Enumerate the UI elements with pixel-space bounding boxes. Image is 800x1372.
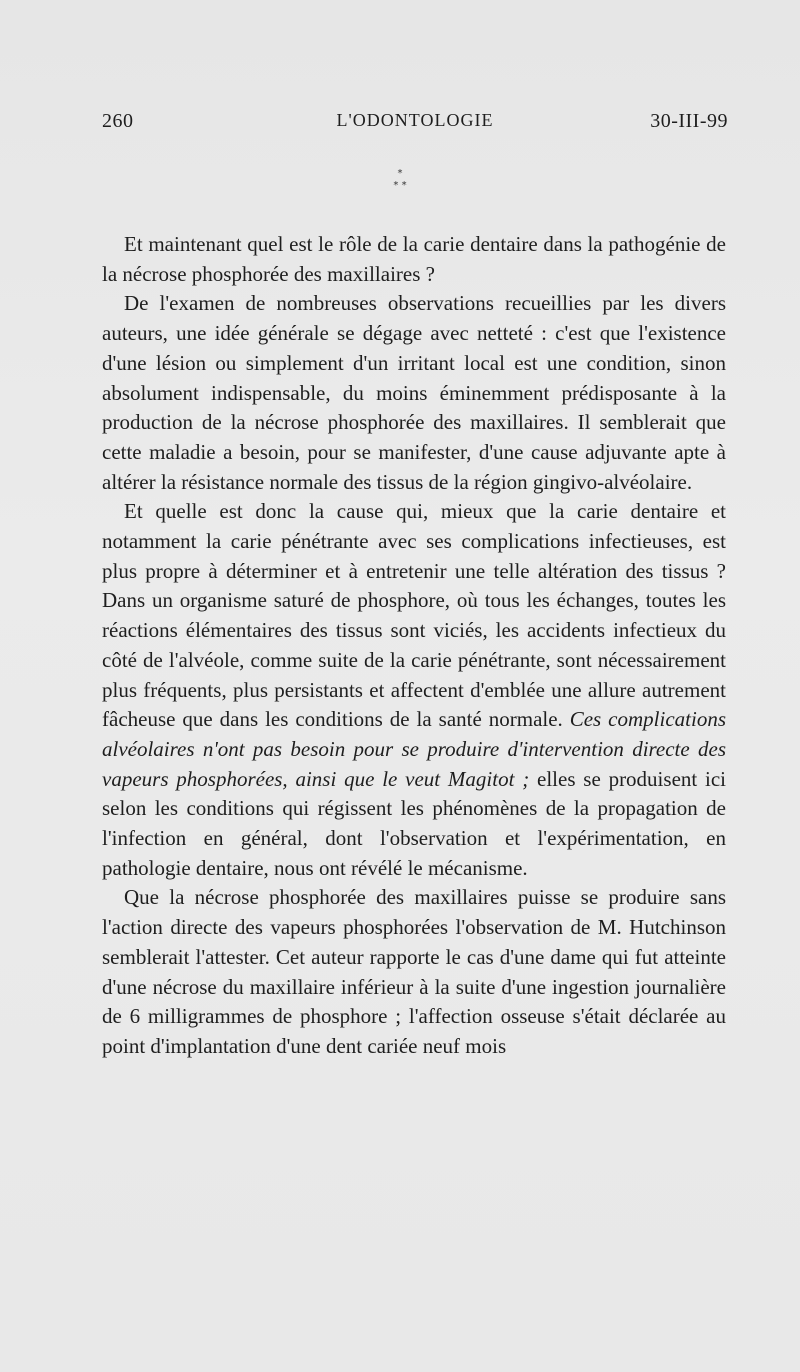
paragraph-3-text-before: Et quelle est donc la cause qui, mieux que la carie dentaire et notamment la carie pénétrante avec ses complications infectieuses, est plus propre à déterminer et à entretenir une telle altération des tissus ? Dans un organisme saturé de phosphore, où tous les échanges, toutes les réactions élémentaires des tissus sont viciés, les accidents infectieux du côté de l'alvéole, comme suite de la carie pénétrante, sont nécessairement plus fréquents, plus persistants et affectent d'emblée une allure autrement fâcheuse que dans les conditions de la santé normale.: [102, 499, 726, 732]
body-text: [102, 230, 726, 1062]
paragraph-3-text-after: elles se produisent ici selon les conditions qui régissent les phénomènes de la propagation de l'infection en général, dont l'observation et l'expérimentation, en pathologie dentaire, nous ont révélé le mécanisme.: [102, 766, 726, 880]
asterism-bottom: * *: [393, 180, 407, 191]
paragraph-3: [102, 497, 726, 883]
page-number: 260: [102, 110, 134, 132]
paragraph-2: De l'examen de nombreuses observations recueillies par les divers auteurs, une idée générale se dégage avec netteté : c'est que l'existence d'une lésion ou simplement d'un irritant local est une condition, sinon absolument indispensable, du moins éminemment prédisposante à la production de la nécrose phosphorée des maxillaires. Il semblerait que cette maladie a besoin, pour se manifester, d'une cause adjuvante apte à altérer la résistance normale des tissus de la région gingivo-alvéolaire.: [102, 291, 726, 494]
running-title: L'ODONTOLOGIE: [336, 110, 494, 130]
page-header: [102, 110, 728, 140]
asterism-top: *: [397, 168, 403, 179]
issue-date: 30-III-99: [650, 110, 728, 132]
section-asterism: [0, 168, 800, 192]
paragraph-4: Que la nécrose phosphorée des maxillaires puisse se produire sans l'action directe des vapeurs phosphorées l'observation de M. Hutchinson semblerait l'attester. Cet auteur rapporte le cas d'une dame qui fut atteinte d'une nécrose du maxillaire inférieur à la suite d'une ingestion journalière de 6 milligrammes de phosphore ; l'affection osseuse s'était déclarée au point d'implantation d'une dent cariée neuf mois: [102, 885, 726, 1058]
paragraph-3-italic-quote: Ces complications alvéolaires n'ont pas besoin pour se produire d'intervention directe des vapeurs phosphorées, ainsi que le veut Magitot ;: [102, 707, 726, 791]
paragraph-1: Et maintenant quel est le rôle de la carie dentaire dans la pathogénie de la nécrose phosphorée des maxillaires ?: [102, 232, 726, 286]
